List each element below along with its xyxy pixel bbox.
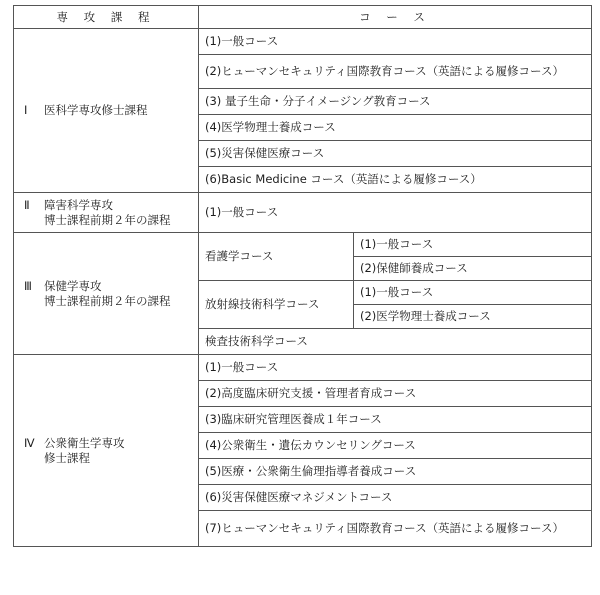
table-row [14, 355, 592, 381]
course-cell: (1)一般コース [354, 233, 592, 257]
course-cell: (6)Basic Medicine コース（英語による履修コース） [199, 167, 592, 193]
program-numeral: Ⅰ [24, 103, 28, 117]
program-cell-1 [14, 29, 199, 193]
course-cell: (1)一般コース [354, 281, 592, 305]
header-course: コ ー ス [199, 6, 592, 29]
header-row [14, 6, 592, 29]
program-cell-2 [14, 193, 199, 233]
program-name-line2: 博士課程前期２年の課程 [44, 293, 171, 308]
course-cell: (5)災害保健医療コース [199, 141, 592, 167]
course-cell: (2)保健師養成コース [354, 257, 592, 281]
course-cell: (2)高度臨床研究支援・管理者育成コース [199, 381, 592, 407]
course-cell: (3) 量子生命・分子イメージング教育コース [199, 89, 592, 115]
program-name-line1: 保健学専攻 [44, 278, 102, 293]
course-cell: (1)一般コース [199, 29, 592, 55]
table-row [14, 233, 592, 257]
course-cell: (5)医療・公衆衛生倫理指導者養成コース [199, 459, 592, 485]
course-cell: (7)ヒューマンセキュリティ国際教育コース（英語による履修コース） [199, 511, 592, 547]
program-numeral: Ⅱ [24, 197, 30, 212]
course-table [13, 5, 592, 547]
program-name: 医科学専攻修士課程 [44, 103, 148, 117]
program-name-line2: 修士課程 [44, 450, 90, 465]
program-cell-3 [14, 233, 199, 355]
program-numeral: Ⅳ [24, 435, 35, 450]
course-cell: (2)ヒューマンセキュリティ国際教育コース（英語による履修コース） [199, 55, 592, 89]
program-name-line1: 障害科学専攻 [44, 197, 113, 212]
table-row [14, 193, 592, 233]
header-program: 専 攻 課 程 [14, 6, 199, 29]
subcourse-cell: 看護学コース [199, 233, 354, 281]
program-cell-4 [14, 355, 199, 547]
course-cell: (4)医学物理士養成コース [199, 115, 592, 141]
course-cell: (6)災害保健医療マネジメントコース [199, 485, 592, 511]
subcourse-cell: 放射線技術科学コース [199, 281, 354, 329]
course-cell: (4)公衆衛生・遺伝カウンセリングコース [199, 433, 592, 459]
course-cell: (2)医学物理士養成コース [354, 305, 592, 329]
program-name-line1: 公衆衛生学専攻 [44, 435, 125, 450]
course-cell: (1)一般コース [199, 193, 592, 233]
program-numeral: Ⅲ [24, 278, 32, 293]
course-cell: (1)一般コース [199, 355, 592, 381]
course-cell: 検査技術科学コース [199, 329, 592, 355]
program-name-line2: 博士課程前期２年の課程 [44, 212, 171, 227]
course-cell: (3)臨床研究管理医養成１年コース [199, 407, 592, 433]
table-row [14, 29, 592, 55]
